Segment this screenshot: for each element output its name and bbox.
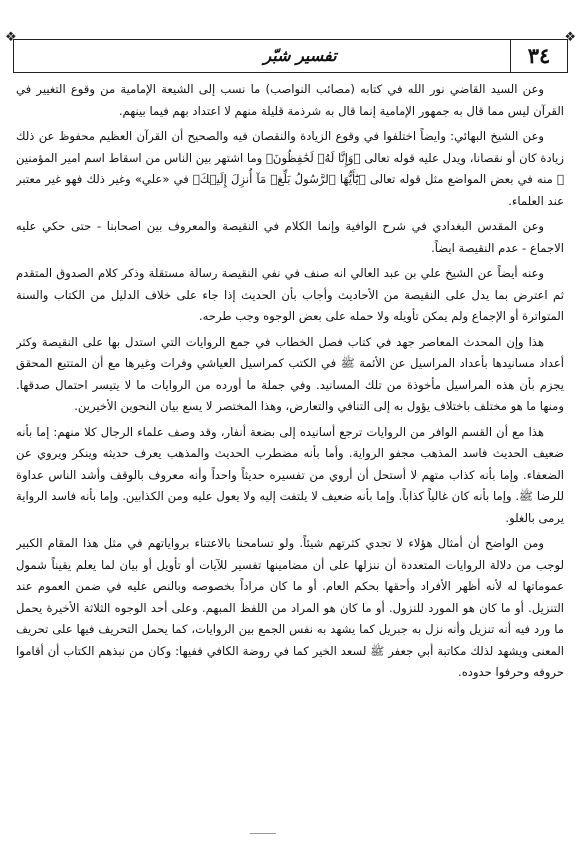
page-number: ٣٤ — [527, 43, 551, 68]
header-divider — [510, 39, 511, 73]
paragraph-narrators: هذا مع أن القسم الوافر من الروايات ترجع أسانيده إلى بضعة أنفار، وقد وصف علماء الرجال كلا منهم: إما بأنه ضعيف الحديث فاسد المذهب مجفو الرواية. وأما بأنه مضطرب الحديث والمذهب يعرف حديثه وينكر ويروي عن الضعفاء. وإما بأنه كذاب متهم لا أستحل أن أروي من تفسيره حديثاً واحداً وأنه معروف بالوقف وأشد الناس عداوة للرضا ﷺ. وإما بأنه كان غالياً كذاباً. وإما بأنه ضعيف لا يلتفت إليه ولا يعول عليه ومن الكذابين. وإما بأنه فاسد الرواية يرمى بالغلو. — [16, 424, 564, 525]
paragraph-baghdadi: وعن المقدس البغدادي في شرح الوافية وإنما الكلام في النقيصة والمعروف بين اصحابنا - حتى حكي عليه الاجماع - عدم النقيصة ايضاً. — [16, 219, 564, 255]
ornament-left-icon: ❖ — [5, 30, 17, 45]
running-title: تفسير شبّر — [263, 46, 337, 65]
paragraph-nurullah: وعن السيد القاضي نور الله في كتابه (مصائب النواصب) ما نسب إلى الشيعة الإمامية من وقوع التغيير في القرآن ليس مما قال به جمهور الإمامية إنما قال به شرذمة قليلة منهم لا اعتداد بهم فيما بينهم. — [16, 82, 564, 118]
page-body — [16, 79, 564, 839]
ornament-right-icon: ❖ — [564, 30, 576, 45]
paragraph-bahai: وعن الشيخ البهائي: وايضاً اختلفوا في وقوع الزيادة والنقصان فيه والصحيح أن القرآن العظيم محفوظ عن ذلك زيادة كان أو نقصانا، ويدل عليه قوله تعالى ﴿وَإِنَّا لَهُۥ لَحَٰفِظُونَ﴾ وما اشتهر بين الناس من اسقاط اسم امير المؤمنين ﷺ منه في بعض المواضع مثل قوله تعالى ﴿يَٰٓأَيُّهَا ٱلرَّسُولُ بَلِّغۡ مَآ أُنزِلَ إِلَيۡكَ﴾ في «علي» وغير ذلك فهو غير معتبر عند العلماء. — [16, 129, 564, 208]
paragraph-fasl-al-khitab: هذا وإن المحدث المعاصر جهد في كتاب فصل الخطاب في جمع الروايات التي استدل بها على النقيصة وكثر أعداد مسانيدها بأعداد المراسيل عن الأئمة ﷺ في الكتب كمراسيل العياشي وفرات وغيرها مع أن المتتبع المحقق يجزم بأن هذه المراسيل مأخوذة من تلك المسانيد. وفي جملة ما أورده من الروايات ما لا يتيسر احتمال صدقها. ومنها ما هو مختلف باختلاف يؤول به إلى التنافي والتعارض، وهذا المختصر لا يسع بيان النحوين الأخيرين. — [16, 334, 564, 413]
paragraph-conclusion: ومن الواضح أن أمثال هؤلاء لا تجدي كثرتهم شيئاً. ولو تسامحنا بالاعتناء برواياتهم في مثل هذا المقام الكبير لوجب من دلالة الروايات المتعددة أن ننزلها على أن مضامينها تفسير للآيات أو تأويل أو بيان لما يعلم يقيناً شمول عموماتها له لأنه أظهر الأفراد وأحقها بحكم العام. أو ما كان مراداً بخصوصه وبالنص عليه في ضمن العموم عند التنزيل. أو ما كان هو المورد للنزول. أو ما كان هو المراد من اللفظ المبهم. وعلى أحد الوجوه الثلاثة الأخيرة يحمل ما ورد فيه أنه تنزيل وأنه نزل به جبريل كما يشهد به نفس الجمع بين الروايات، كما يحمل التحريف فيها على تحريف المعنى ويشهد لذلك مكاتبة أبي جعفر ﷺ لسعد الخير كما في روضة الكافي ففيها: وكان من نبذهم الكتاب أن أقاموا حروفه وحرفوا حدوده. — [16, 536, 564, 679]
page-bottom-mark — [250, 833, 276, 834]
paragraph-abdul-ali: وعنه أيضاً عن الشيخ علي بن عبد العالي انه صنف في نفي النقيصة رسالة مستقلة وذكر كلام الصدوق المتقدم ثم اعترض بما يدل على النقيصة من الأحاديث وأجاب بأن الحديث إذا جاء على خلاف الدليل من الكتاب والسنة المتواترة أو الإجماع ولم يمكن تأويله ولا حمله على بعض الوجوه وجب طرحه. — [16, 266, 564, 323]
